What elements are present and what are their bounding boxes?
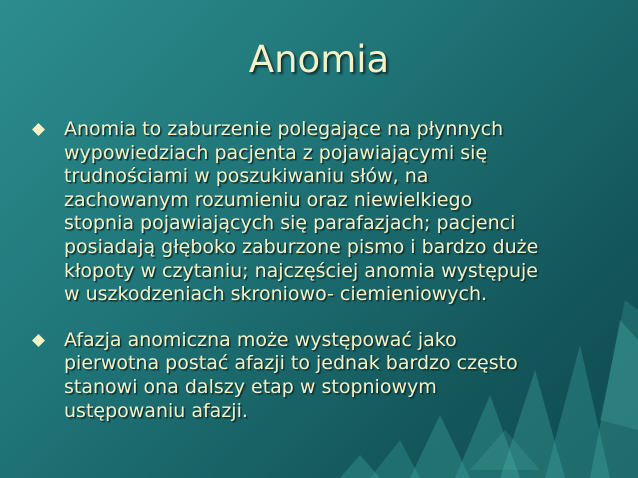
bullet-line: ustępowaniu afazji. — [64, 399, 248, 422]
slide-title: Anomia — [248, 38, 390, 81]
bullet-item-2 — [26, 329, 626, 423]
diamond-bullet-icon — [32, 334, 45, 347]
bullet-line: stopnia pojawiających się parafazjach; pacjenci — [64, 212, 516, 235]
bullet-list — [26, 118, 626, 423]
decor-shard-2 — [370, 440, 420, 478]
bullet-line: stanowi ona dalszy etap w stopniowym — [64, 375, 437, 398]
bullet-line: pierwotna postać afazji to jednak bardzo często — [64, 352, 518, 375]
bullet-line: Afazja anomiczna może występować jako — [64, 328, 457, 351]
diamond-bullet-icon — [32, 123, 45, 136]
bullet-item-1 — [26, 118, 626, 307]
bullet-line: Anomia to zaburzenie polegające na płynnych — [64, 118, 504, 140]
bullet-line: zachowanym rozumieniu oraz niewielkiego — [64, 188, 473, 211]
bullet-line: trudnościami w poszukiwaniu słów, na — [64, 165, 429, 188]
bullet-line: w uszkodzeniach skroniowo- ciemieniowych. — [64, 283, 488, 306]
bullet-line: posiadają głęboko zaburzone pismo i bardzo duże — [64, 235, 539, 258]
bullet-line: kłopoty w czytaniu; najczęściej anomia występuje — [64, 259, 538, 282]
bullet-line: wypowiedziach pacjenta z pojawiającymi się — [64, 141, 488, 164]
